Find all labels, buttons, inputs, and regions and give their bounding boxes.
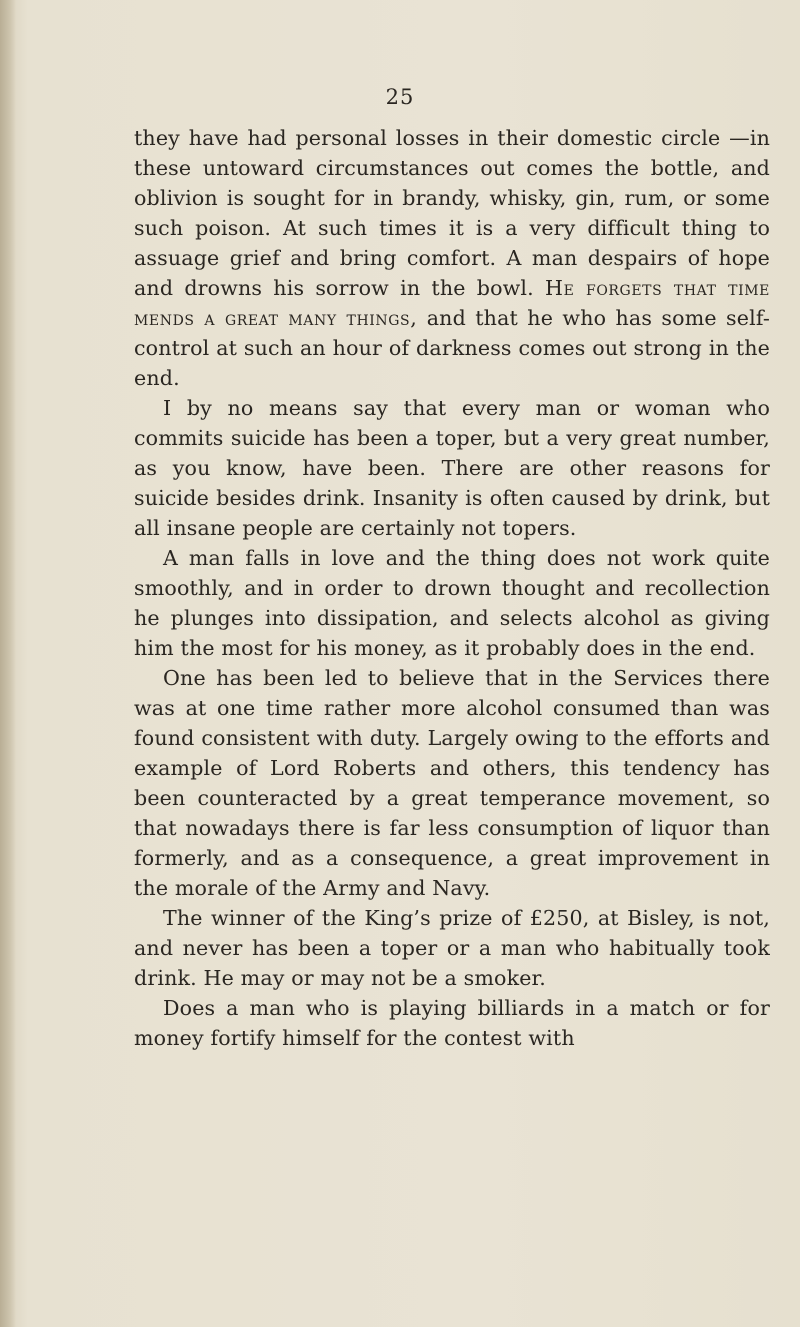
paragraph-1 <box>134 123 770 393</box>
paragraph-4: One has been led to believe that in the Services there was at one time rather more alcohol consumed than was found consistent with duty. Largely owing to the efforts and example of Lord Roberts and others, this tendency has been counteracted by a great temperance movement, so that nowadays there is far less consumption of liquor than formerly, and as a consequence, a great improvement in the morale of the Army and Navy. <box>134 666 770 900</box>
paragraph-1-lead: they have had personal losses in their domestic circle —in these untoward circumstances out comes the bottle, and oblivion is sought for in brandy, whisky, gin, rum, or some such poison. At such times it is a very difficult thing to assuage grief and bring comfort. A man despairs of hope and drowns his sorrow in the bowl. <box>134 126 770 300</box>
paragraph-5: The winner of the King’s prize of £250, at Bisley, is not, and never has been a toper or a man who habitually took drink. He may or may not be a smoker. <box>134 906 770 990</box>
paragraph-6: Does a man who is playing billiards in a match or for money fortify himself for the contest with <box>134 996 770 1050</box>
paragraph-1-tail: and that he who has some self-control at such an hour of darkness comes out strong in the end. <box>134 306 770 390</box>
paragraph-2: I by no means say that every man or woman who commits suicide has been a toper, but a very great number, as you know, have been. There are other reasons for suicide besides drink. Insanity is often caused by drink, but all insane people are certainly not topers. <box>134 396 770 540</box>
paragraph-1-smallcaps: He forgets that time mends a great many things, <box>134 276 770 330</box>
page-binding-shadow <box>0 0 16 1327</box>
body-text <box>134 123 770 1053</box>
page-number: 25 <box>385 85 415 109</box>
paragraph-3: A man falls in love and the thing does not work quite smoothly, and in order to drown thought and recollection he plunges into dissipation, and selects alcohol as giving him the most for his money, as it probably does in the end. <box>134 546 770 660</box>
